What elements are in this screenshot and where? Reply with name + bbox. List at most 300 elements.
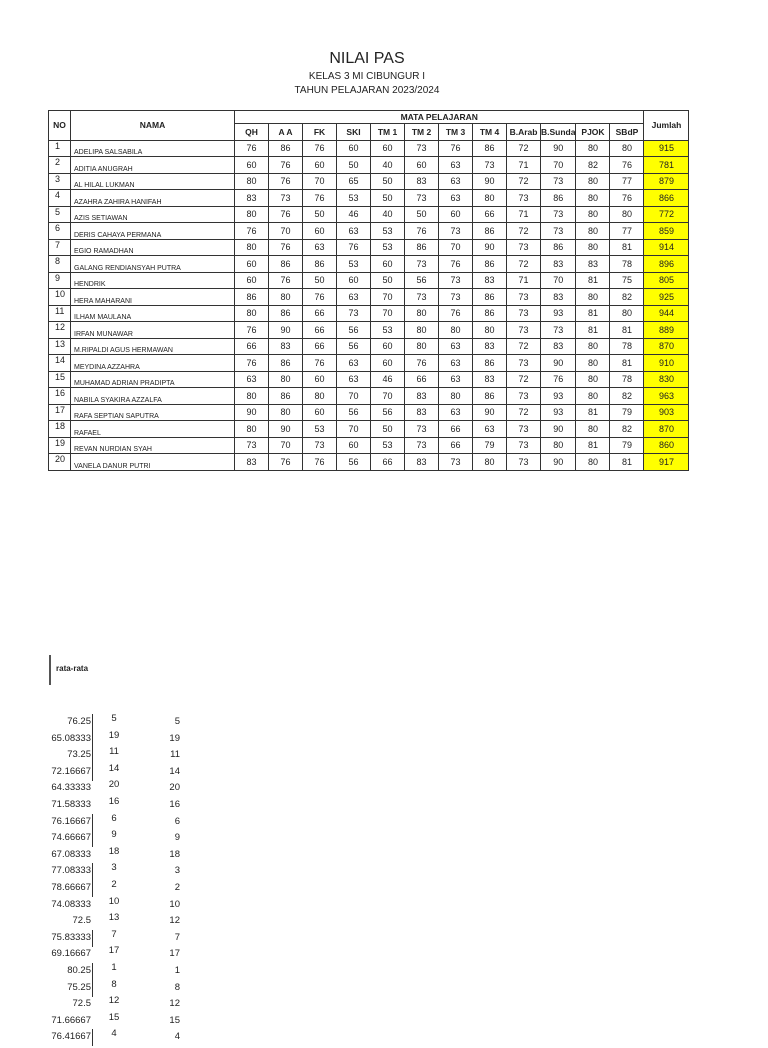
- grade-cell: 82: [610, 289, 644, 306]
- grade-cell: 63: [439, 371, 473, 388]
- grade-cell: 90: [541, 421, 576, 438]
- grade-cell: 78: [610, 338, 644, 355]
- grade-cell: 60: [371, 140, 405, 157]
- grade-cell: 80: [576, 289, 610, 306]
- grade-cell: 70: [269, 223, 303, 240]
- grade-cell: 76: [269, 206, 303, 223]
- grade-cell: 83: [235, 190, 269, 207]
- row-number: 10: [49, 289, 71, 306]
- average-value: 64.33333: [51, 782, 91, 794]
- grade-cell: 80: [405, 305, 439, 322]
- grade-cell: 80: [235, 173, 269, 190]
- grade-cell: 83: [405, 454, 439, 471]
- grade-cell: 90: [541, 454, 576, 471]
- table-row: [49, 404, 689, 421]
- rank-value: 18: [108, 845, 120, 857]
- grade-cell: 80: [610, 305, 644, 322]
- table-row: [49, 272, 689, 289]
- rank-value-2: 17: [169, 948, 180, 960]
- grade-cell: 63: [439, 157, 473, 174]
- grade-cell: 76: [337, 239, 371, 256]
- rank-value-2: 9: [174, 832, 180, 844]
- average-value: 71.66667: [51, 1014, 91, 1026]
- rank-value-2: 10: [169, 898, 180, 910]
- grade-cell: 63: [439, 173, 473, 190]
- grade-cell: 80: [235, 421, 269, 438]
- grade-cell: 78: [610, 256, 644, 273]
- header-nama: NAMA: [71, 111, 235, 141]
- average-value: 71.58333: [51, 799, 91, 810]
- student-name: IRFAN MUNAWAR: [71, 322, 235, 339]
- grade-cell: 86: [269, 256, 303, 273]
- table-row: [49, 338, 689, 355]
- rank-value-2: 4: [174, 1031, 180, 1043]
- grade-cell: 63: [473, 421, 507, 438]
- grade-cell: 73: [507, 322, 541, 339]
- grade-cell: 76: [269, 157, 303, 174]
- grade-cell: 53: [337, 256, 371, 273]
- rank-divider: [92, 930, 93, 947]
- rank-value: 15: [108, 1011, 120, 1023]
- total-cell: 866: [644, 190, 689, 207]
- grade-cell: 60: [303, 223, 337, 240]
- total-cell: 896: [644, 256, 689, 273]
- table-row: [49, 388, 689, 405]
- rank-value-2: 16: [169, 799, 180, 810]
- table-row: [49, 206, 689, 223]
- average-value: 78.66667: [51, 882, 91, 893]
- grade-cell: 76: [541, 371, 576, 388]
- grade-cell: 50: [337, 157, 371, 174]
- total-cell: 870: [644, 421, 689, 438]
- grade-cell: 83: [235, 454, 269, 471]
- grade-cell: 76: [235, 355, 269, 372]
- grade-cell: 60: [337, 140, 371, 157]
- student-name: RAFA SEPTIAN SAPUTRA: [71, 404, 235, 421]
- header-subject: TM 2: [405, 124, 439, 141]
- average-value: 72.16667: [51, 765, 91, 777]
- grade-cell: 50: [371, 421, 405, 438]
- grade-cell: 80: [439, 322, 473, 339]
- total-cell: 903: [644, 404, 689, 421]
- grade-cell: 66: [303, 305, 337, 322]
- grade-cell: 83: [405, 173, 439, 190]
- grade-cell: 76: [269, 239, 303, 256]
- grade-cell: 72: [507, 140, 541, 157]
- grade-cell: 80: [269, 371, 303, 388]
- header-subject: TM 4: [473, 124, 507, 141]
- grade-cell: 46: [337, 206, 371, 223]
- grade-cell: 73: [303, 437, 337, 454]
- average-value: 72.5: [72, 915, 91, 927]
- grade-cell: 90: [473, 404, 507, 421]
- student-name: HERA MAHARANI: [71, 289, 235, 306]
- grade-cell: 78: [610, 371, 644, 388]
- rank-value-2: 12: [169, 998, 180, 1010]
- rank-value-2: 8: [174, 981, 180, 993]
- grade-cell: 76: [439, 305, 473, 322]
- table-row: [49, 371, 689, 388]
- row-number: 4: [49, 190, 71, 207]
- grade-cell: 71: [507, 206, 541, 223]
- header-subject: SBdP: [610, 124, 644, 141]
- rank-value-2: 5: [174, 716, 180, 727]
- grade-cell: 66: [405, 371, 439, 388]
- grade-cell: 72: [507, 338, 541, 355]
- header-subject: TM 1: [371, 124, 405, 141]
- grade-cell: 77: [610, 173, 644, 190]
- grade-cell: 76: [610, 190, 644, 207]
- table-row: [49, 305, 689, 322]
- row-number: 6: [49, 223, 71, 240]
- grade-cell: 76: [303, 355, 337, 372]
- row-number: 15: [49, 371, 71, 388]
- grade-cell: 73: [507, 239, 541, 256]
- student-name: ADELIPA SALSABILA: [71, 140, 235, 157]
- grade-cell: 81: [576, 404, 610, 421]
- grade-cell: 86: [269, 140, 303, 157]
- table-row: [49, 322, 689, 339]
- grade-cell: 86: [541, 239, 576, 256]
- grade-cell: 73: [507, 355, 541, 372]
- rank-value: 13: [108, 912, 120, 924]
- grade-cell: 80: [576, 190, 610, 207]
- grade-cell: 76: [269, 173, 303, 190]
- average-value: 65.08333: [51, 732, 91, 744]
- rank-value: 16: [108, 796, 120, 807]
- header-subject: B.Arab: [507, 124, 541, 141]
- grade-cell: 73: [541, 173, 576, 190]
- class-subtitle: KELAS 3 MI CIBUNGUR I: [308, 71, 426, 82]
- grade-cell: 53: [371, 239, 405, 256]
- grade-cell: 63: [337, 223, 371, 240]
- grade-cell: 76: [405, 355, 439, 372]
- rank-value: 4: [111, 1028, 117, 1040]
- average-value: 74.08333: [51, 898, 91, 910]
- grade-cell: 60: [337, 437, 371, 454]
- row-number: 3: [49, 173, 71, 190]
- row-number: 18: [49, 421, 71, 438]
- grade-cell: 83: [473, 338, 507, 355]
- grade-cell: 53: [371, 322, 405, 339]
- grade-cell: 76: [303, 289, 337, 306]
- grade-cell: 72: [507, 256, 541, 273]
- average-value: 76.16667: [51, 815, 91, 827]
- grade-cell: 73: [541, 223, 576, 240]
- student-name: EGIO RAMADHAN: [71, 239, 235, 256]
- grade-cell: 63: [337, 371, 371, 388]
- average-value: 80.25: [67, 965, 91, 976]
- grade-cell: 86: [269, 305, 303, 322]
- grade-cell: 73: [439, 223, 473, 240]
- grade-cell: 80: [610, 206, 644, 223]
- grade-cell: 86: [269, 355, 303, 372]
- row-number: 20: [49, 454, 71, 471]
- grade-cell: 81: [610, 454, 644, 471]
- grade-cell: 70: [439, 239, 473, 256]
- grade-cell: 60: [303, 157, 337, 174]
- grade-cell: 72: [507, 223, 541, 240]
- grade-cell: 86: [473, 355, 507, 372]
- page-title: NILAI PAS: [329, 50, 405, 67]
- header-subject: B.Sunda: [541, 124, 576, 141]
- rank-value: 19: [108, 729, 120, 741]
- grade-cell: 73: [405, 421, 439, 438]
- grade-cell: 83: [541, 338, 576, 355]
- row-number: 2: [49, 157, 71, 174]
- rank-value: 1: [111, 962, 117, 973]
- student-name: DERIS CAHAYA PERMANA: [71, 223, 235, 240]
- grade-cell: 76: [303, 140, 337, 157]
- student-name: MUHAMAD ADRIAN PRADIPTA: [71, 371, 235, 388]
- rank-divider: [92, 731, 93, 748]
- grade-cell: 72: [507, 371, 541, 388]
- grade-cell: 80: [473, 322, 507, 339]
- student-name: AZIS SETIAWAN: [71, 206, 235, 223]
- student-name: AZAHRA ZAHIRA HANIFAH: [71, 190, 235, 207]
- grade-cell: 60: [405, 157, 439, 174]
- rank-value: 10: [108, 895, 120, 907]
- grade-cell: 83: [541, 289, 576, 306]
- student-name: GALANG RENDIANSYAH PUTRA: [71, 256, 235, 273]
- row-number: 9: [49, 272, 71, 289]
- grade-cell: 53: [303, 421, 337, 438]
- grade-cell: 73: [337, 305, 371, 322]
- grade-cell: 50: [405, 206, 439, 223]
- student-name: VANELA DANUR PUTRI: [71, 454, 235, 471]
- grade-cell: 70: [303, 173, 337, 190]
- grade-cell: 66: [303, 322, 337, 339]
- grade-cell: 80: [235, 206, 269, 223]
- grade-cell: 70: [371, 289, 405, 306]
- row-number: 19: [49, 437, 71, 454]
- grade-cell: 93: [541, 388, 576, 405]
- grade-cell: 60: [303, 371, 337, 388]
- grade-cell: 63: [439, 190, 473, 207]
- grades-table: [48, 110, 689, 471]
- table-row: [49, 223, 689, 240]
- rank-divider: [92, 814, 93, 831]
- student-name: RAFAEL: [71, 421, 235, 438]
- grade-cell: 86: [269, 388, 303, 405]
- table-row: [49, 157, 689, 174]
- grade-cell: 90: [269, 421, 303, 438]
- student-name: HENDRIK: [71, 272, 235, 289]
- grade-cell: 50: [303, 272, 337, 289]
- grade-cell: 70: [371, 388, 405, 405]
- student-name: AL HILAL LUKMAN: [71, 173, 235, 190]
- grade-cell: 82: [610, 421, 644, 438]
- grade-cell: 73: [405, 289, 439, 306]
- grade-cell: 76: [235, 223, 269, 240]
- grade-cell: 86: [235, 289, 269, 306]
- grade-cell: 76: [439, 140, 473, 157]
- average-section: [49, 655, 180, 1043]
- grade-cell: 73: [269, 190, 303, 207]
- grade-cell: 80: [439, 388, 473, 405]
- row-number: 13: [49, 338, 71, 355]
- total-cell: 830: [644, 371, 689, 388]
- average-value: 77.08333: [51, 865, 91, 877]
- rank-value: 12: [108, 995, 120, 1007]
- grade-cell: 73: [507, 454, 541, 471]
- average-value: 75.83333: [51, 931, 91, 943]
- grade-cell: 80: [576, 173, 610, 190]
- grade-cell: 76: [405, 223, 439, 240]
- grade-cell: 63: [303, 239, 337, 256]
- grade-cell: 76: [269, 272, 303, 289]
- average-value: 76.41667: [51, 1031, 91, 1043]
- row-number: 14: [49, 355, 71, 372]
- grade-cell: 56: [405, 272, 439, 289]
- total-cell: 860: [644, 437, 689, 454]
- grade-cell: 76: [303, 454, 337, 471]
- grade-cell: 86: [473, 305, 507, 322]
- student-name: NABILA SYAKIRA AZZALFA: [71, 388, 235, 405]
- grade-cell: 63: [439, 404, 473, 421]
- grade-cell: 71: [507, 157, 541, 174]
- grade-cell: 73: [507, 437, 541, 454]
- grade-cell: 80: [576, 140, 610, 157]
- grade-cell: 73: [405, 256, 439, 273]
- grade-cell: 73: [405, 190, 439, 207]
- average-value: 72.5: [72, 998, 91, 1010]
- grade-cell: 79: [610, 437, 644, 454]
- grade-cell: 56: [337, 338, 371, 355]
- grade-cell: 70: [541, 157, 576, 174]
- grade-cell: 80: [405, 322, 439, 339]
- total-cell: 781: [644, 157, 689, 174]
- student-name: ADITIA ANUGRAH: [71, 157, 235, 174]
- grade-cell: 80: [576, 223, 610, 240]
- grade-cell: 93: [541, 404, 576, 421]
- grade-cell: 66: [439, 437, 473, 454]
- grade-cell: 83: [405, 404, 439, 421]
- grade-cell: 83: [576, 256, 610, 273]
- grade-cell: 76: [269, 454, 303, 471]
- header-subject: TM 3: [439, 124, 473, 141]
- rank-divider: [92, 863, 93, 880]
- grade-cell: 75: [610, 272, 644, 289]
- rank-divider: [92, 880, 93, 897]
- grade-cell: 72: [507, 173, 541, 190]
- average-value: 76.25: [67, 716, 91, 727]
- header-subject: A A: [269, 124, 303, 141]
- grade-cell: 93: [541, 305, 576, 322]
- grade-cell: 80: [473, 454, 507, 471]
- rank-value: 7: [111, 928, 117, 940]
- grade-cell: 73: [405, 140, 439, 157]
- rank-value-2: 14: [169, 765, 180, 777]
- grade-cell: 73: [541, 206, 576, 223]
- grade-cell: 73: [439, 454, 473, 471]
- rank-divider: [92, 830, 93, 847]
- average-label: rata-rata: [49, 655, 88, 685]
- grade-cell: 60: [439, 206, 473, 223]
- average-row: [49, 1028, 189, 1048]
- grade-cell: 60: [371, 338, 405, 355]
- grade-cell: 53: [371, 437, 405, 454]
- row-number: 17: [49, 404, 71, 421]
- grade-cell: 80: [610, 140, 644, 157]
- grade-cell: 80: [576, 239, 610, 256]
- grade-cell: 73: [507, 421, 541, 438]
- grade-cell: 81: [576, 305, 610, 322]
- grade-cell: 40: [371, 206, 405, 223]
- grade-cell: 81: [610, 239, 644, 256]
- grade-cell: 73: [507, 289, 541, 306]
- grade-cell: 63: [337, 355, 371, 372]
- grade-cell: 71: [507, 272, 541, 289]
- grade-cell: 73: [507, 190, 541, 207]
- grade-cell: 83: [541, 256, 576, 273]
- grade-cell: 63: [439, 338, 473, 355]
- grade-cell: 76: [610, 157, 644, 174]
- grade-cell: 90: [541, 355, 576, 372]
- rank-divider: [92, 714, 93, 731]
- grade-cell: 80: [235, 305, 269, 322]
- grade-cell: 60: [337, 272, 371, 289]
- grade-cell: 66: [303, 338, 337, 355]
- grade-cell: 90: [473, 173, 507, 190]
- table-row: [49, 437, 689, 454]
- student-name: ILHAM MAULANA: [71, 305, 235, 322]
- rank-value: 17: [108, 945, 120, 957]
- grade-cell: 80: [576, 206, 610, 223]
- rank-value: 6: [111, 812, 117, 824]
- grade-cell: 86: [473, 223, 507, 240]
- grade-cell: 76: [235, 140, 269, 157]
- total-cell: 944: [644, 305, 689, 322]
- average-value: 75.25: [67, 981, 91, 993]
- header-subject: QH: [235, 124, 269, 141]
- grade-cell: 66: [439, 421, 473, 438]
- grade-cell: 70: [541, 272, 576, 289]
- grade-cell: 50: [371, 190, 405, 207]
- grade-cell: 81: [576, 437, 610, 454]
- grade-cell: 86: [405, 239, 439, 256]
- grade-cell: 53: [337, 190, 371, 207]
- rank-value: 8: [111, 978, 117, 990]
- grade-cell: 66: [473, 206, 507, 223]
- grade-cell: 80: [303, 388, 337, 405]
- grade-cell: 76: [303, 190, 337, 207]
- rank-value-2: 6: [174, 815, 180, 827]
- rank-value: 20: [108, 779, 120, 791]
- grade-cell: 83: [473, 371, 507, 388]
- average-value: 69.16667: [51, 948, 91, 960]
- grade-cell: 77: [610, 223, 644, 240]
- grade-cell: 70: [371, 305, 405, 322]
- header-no: NO: [49, 111, 71, 141]
- header-jumlah: Jumlah: [644, 111, 689, 141]
- grade-cell: 65: [337, 173, 371, 190]
- row-number: 7: [49, 239, 71, 256]
- grade-cell: 83: [405, 388, 439, 405]
- grade-cell: 50: [371, 272, 405, 289]
- row-number: 11: [49, 305, 71, 322]
- grade-cell: 40: [371, 157, 405, 174]
- grade-cell: 81: [610, 355, 644, 372]
- rank-value-2: 1: [174, 965, 180, 976]
- grade-cell: 86: [473, 140, 507, 157]
- grade-cell: 73: [235, 437, 269, 454]
- grade-cell: 82: [610, 388, 644, 405]
- table-row: [49, 421, 689, 438]
- rank-value-2: 11: [170, 749, 180, 761]
- grade-cell: 73: [439, 272, 473, 289]
- grade-cell: 60: [371, 355, 405, 372]
